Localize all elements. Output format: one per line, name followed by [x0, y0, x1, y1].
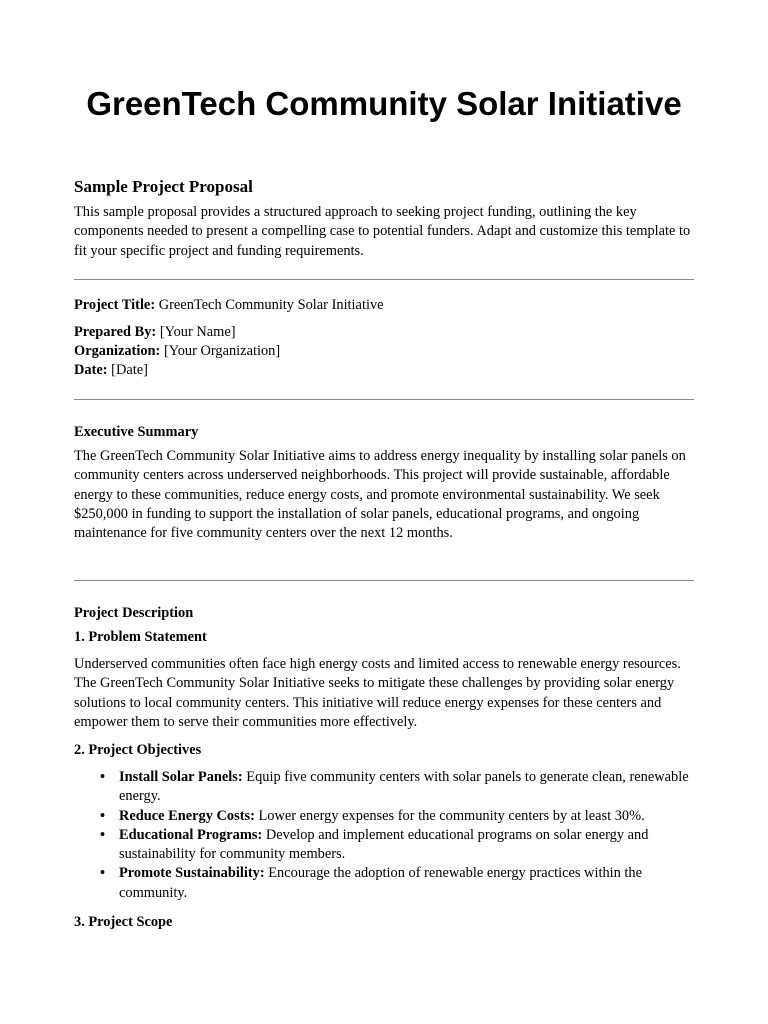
executive-summary-body: The GreenTech Community Solar Initiative aims to address energy inequality by installing solar panels on community centers across underserved neighborhoods. This project will provide sustainable, affordable energy to these communities, reduce energy costs, and promote environmental sustainability. We seek $250,000 in funding to support the installation of solar panels, educational programs, and ongoing maintenance for five community centers over the next 12 months. — [74, 448, 686, 542]
section-divider — [74, 580, 694, 581]
list-item — [74, 768, 696, 807]
list-item — [74, 826, 696, 865]
organization-value: [Your Organization] — [163, 343, 281, 359]
intro-paragraph: This sample proposal provides a structured approach to seeking project funding, outlining the key components needed to present a compelling case to potential funders. Adapt and customize this template to fit your specific project and funding requirements. — [74, 204, 691, 259]
objective-text: Lower energy expenses for the community centers by at least 30%. — [258, 807, 645, 824]
prepared-by-value: [Your Name] — [159, 324, 236, 340]
objective-label: Educational Programs: — [119, 826, 263, 843]
objective-label: Install Solar Panels: — [119, 769, 243, 785]
organization-label: Organization: — [74, 343, 161, 359]
objective-text: Develop and implement educational programs on solar energy and sustainability for community members. — [119, 826, 649, 863]
objective-label: Reduce Energy Costs: — [119, 807, 255, 824]
prepared-by-label: Prepared By: — [74, 324, 157, 340]
date-value: [Date] — [111, 362, 148, 378]
project-description-heading: Project Description — [74, 605, 194, 621]
objective-label: Promote Sustainability: — [119, 865, 265, 882]
section-divider — [74, 399, 694, 400]
project-title-line — [74, 296, 384, 315]
executive-summary-heading: Executive Summary — [74, 424, 199, 440]
date-line — [74, 361, 148, 380]
problem-statement-body: Underserved communities often face high energy costs and limited access to renewable energy resources. The GreenTech Community Solar Initiative seeks to mitigate these challenges by providing solar energy solutions to local community centers. This initiative will reduce energy expenses for these centers and empower them to serve their communities more effectively. — [74, 656, 681, 730]
objective-text: Equip five community centers with solar panels to generate clean, renewable energy. — [119, 769, 689, 805]
document-subtitle: Sample Project Proposal — [74, 177, 253, 196]
organization-line — [74, 342, 280, 361]
date-label: Date: — [74, 362, 108, 378]
list-item — [74, 864, 696, 903]
objective-text: Encourage the adoption of renewable energy practices within the community. — [119, 865, 643, 901]
project-scope-heading: 3. Project Scope — [74, 914, 173, 930]
list-item — [74, 807, 696, 826]
section-divider — [74, 279, 694, 280]
prepared-by-line — [74, 323, 236, 342]
document-title: GreenTech Community Solar Initiative — [86, 85, 682, 122]
problem-statement-heading: 1. Problem Statement — [74, 629, 207, 645]
project-title-value: GreenTech Community Solar Initiative — [158, 297, 384, 313]
project-objectives-heading: 2. Project Objectives — [74, 742, 202, 758]
objectives-list — [74, 768, 696, 903]
project-title-label: Project Title: — [74, 297, 156, 313]
